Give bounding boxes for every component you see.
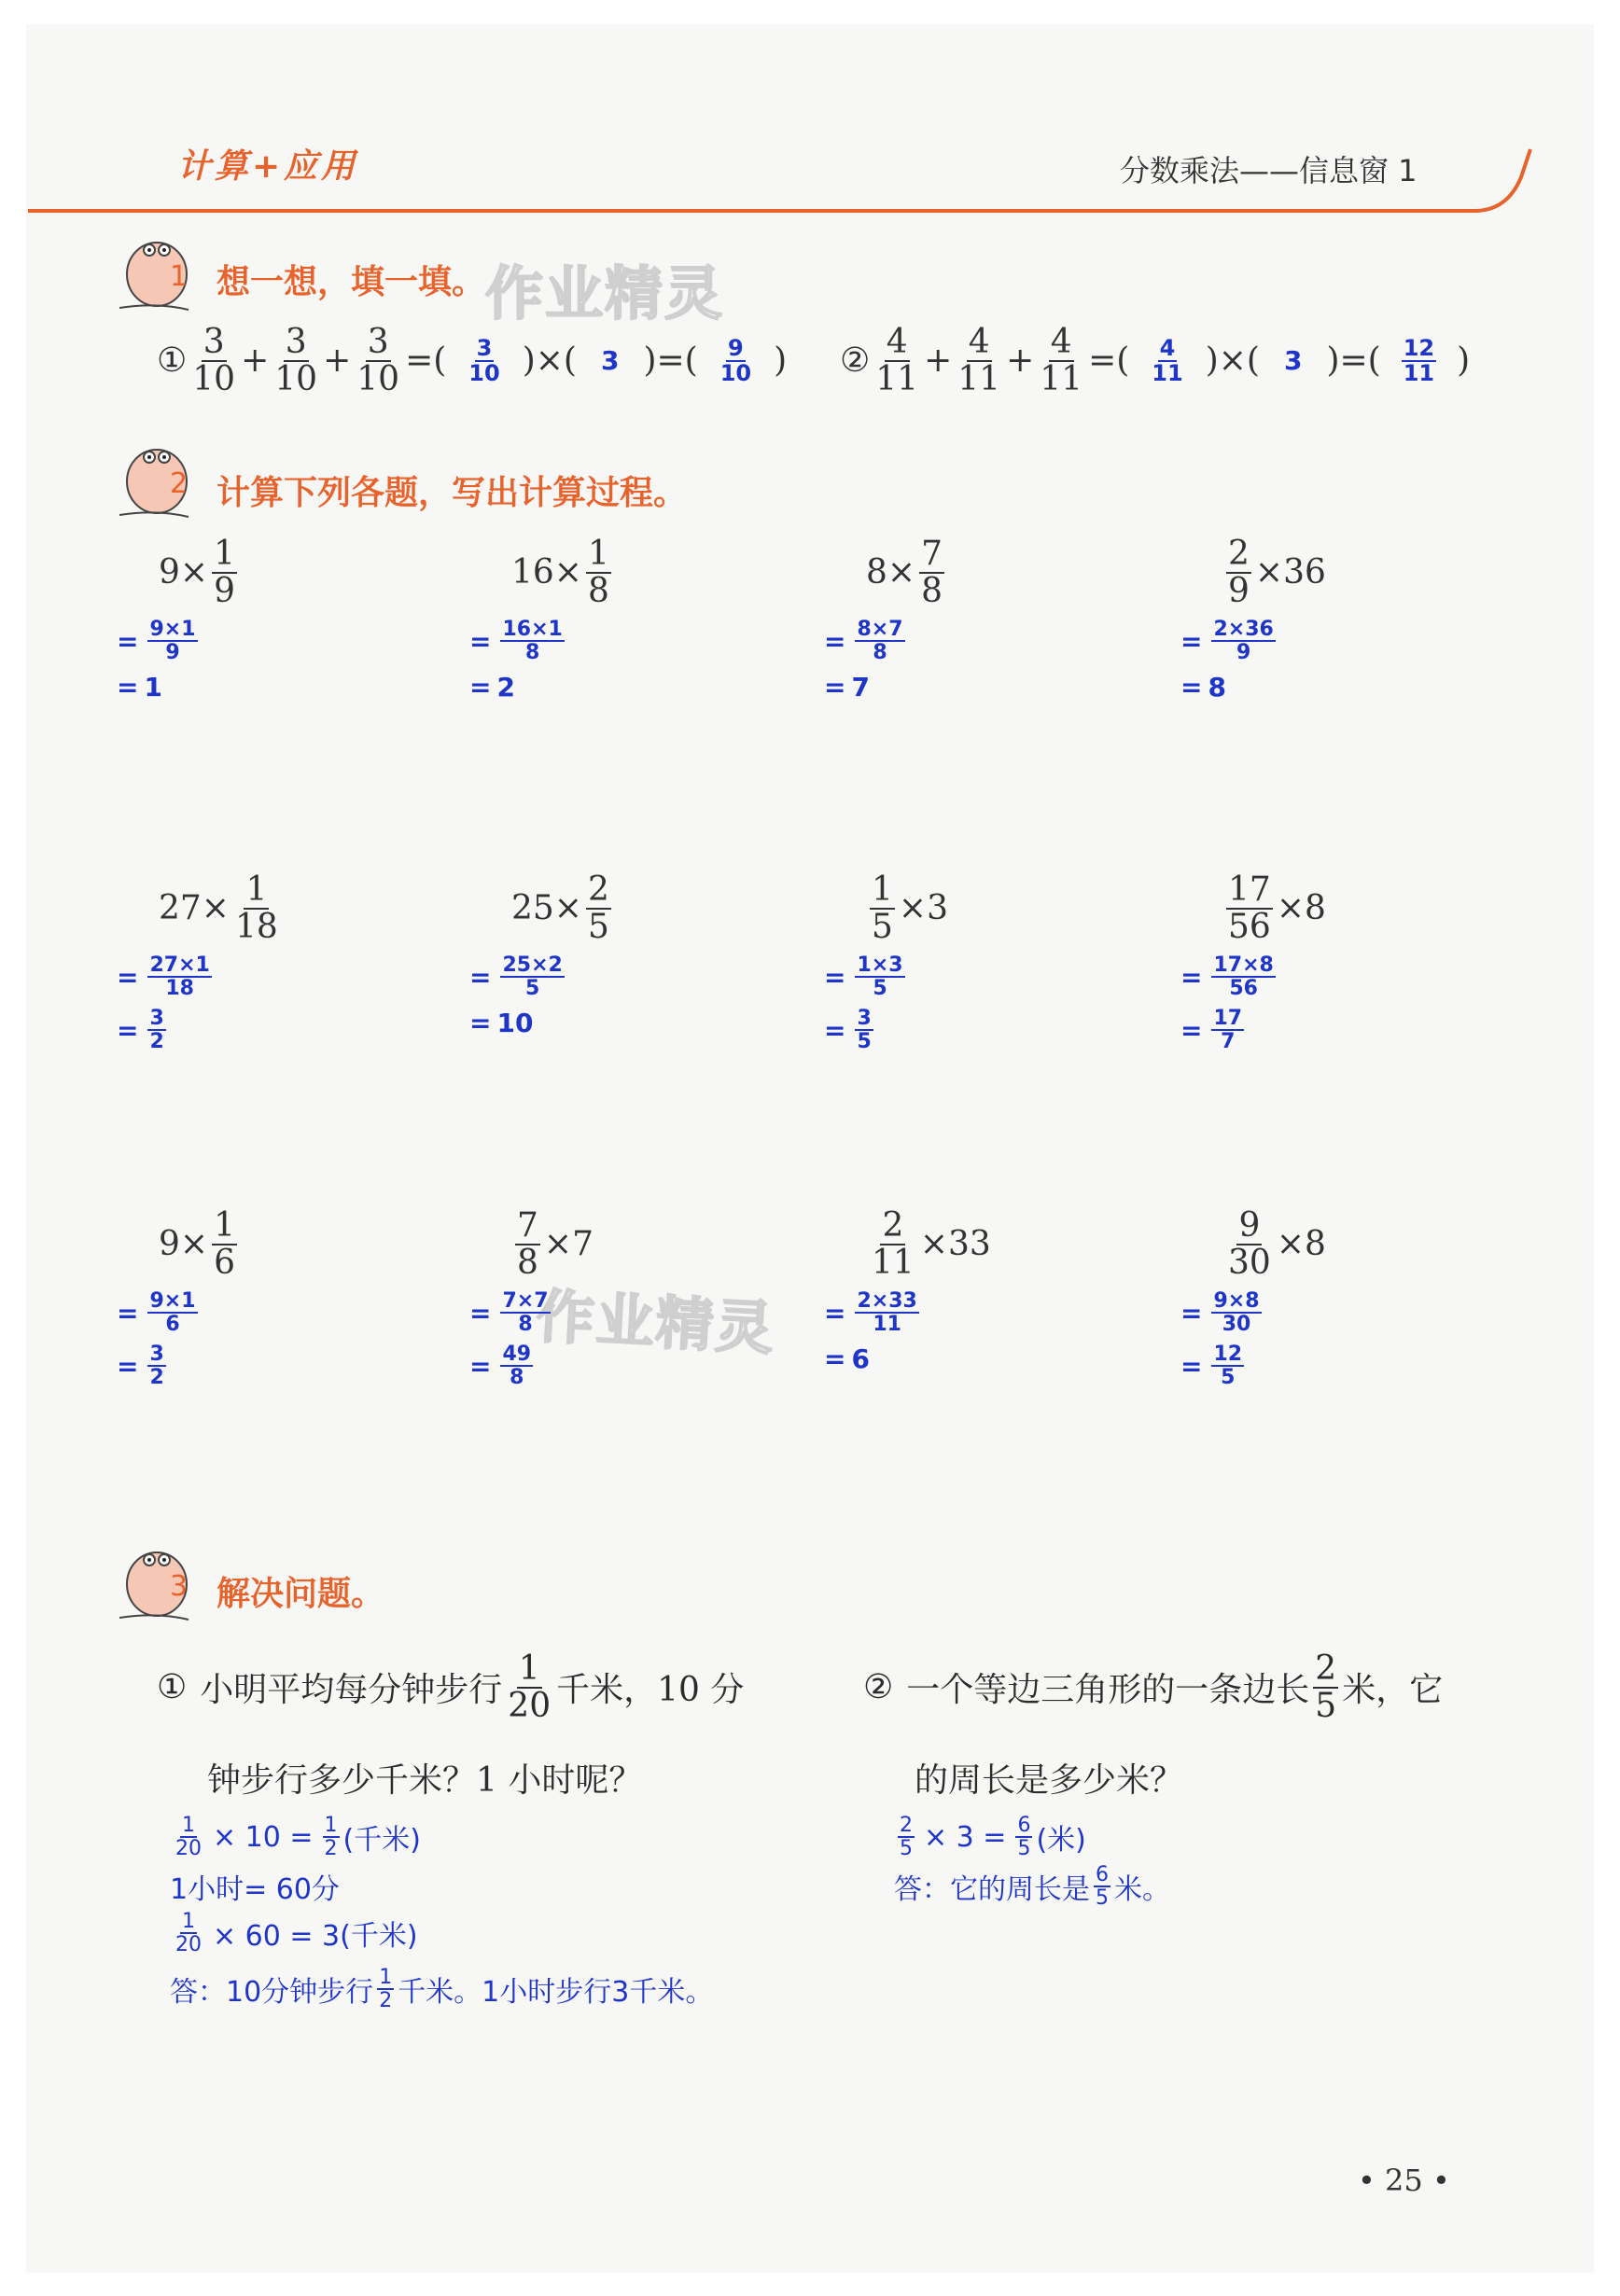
work-step: = $\frac{17\times 8}{56}$ xyxy=(1180,953,1274,1001)
section-number: 3 xyxy=(170,1570,189,1603)
problem-expression: 9× $\frac{1}{9}$ xyxy=(159,535,235,610)
answer: 3 xyxy=(1283,345,1303,377)
problem-expression: $\frac{2}{11}$ ×33 xyxy=(872,1206,991,1282)
bird-icon xyxy=(112,1539,196,1633)
work-step: = $\frac{9\times 1}{9}$ xyxy=(117,618,196,665)
problem-expression: 25× $\frac{2}{5}$ xyxy=(511,870,609,946)
work-result: = 6 xyxy=(824,1343,870,1374)
fill-question-1: ① $\frac{3}{10}$ + $\frac{3}{10}$ + $\frac{3}{10}$ = ( $\frac{3}{10}$ ) × ( 3 ) = ( $\frac{9}{10}$ ) xyxy=(157,323,788,398)
work-step: = $\frac{2\times 33}{11}$ xyxy=(824,1289,917,1337)
work-step: = $\frac{2\times 36}{9}$ xyxy=(1180,618,1274,665)
answer-sentence: 答：10分钟步行 $\frac{1}{2}$ 千米。1小时步行3千米。 xyxy=(170,1966,714,2013)
work-step: = $\frac{8\times 7}{8}$ xyxy=(824,618,903,665)
work-step: = $\frac{7\times 7}{8}$ xyxy=(469,1289,549,1337)
problem-expression: $\frac{7}{8}$ ×7 xyxy=(517,1206,594,1282)
header-topic: 分数乘法——信息窗 1 xyxy=(1120,153,1418,188)
answer-sentence: 答：它的周长是 $\frac{6}{5}$ 米。 xyxy=(894,1863,1170,1911)
fill-question-2: ② $\frac{4}{11}$ + $\frac{4}{11}$ + $\frac{4}{11}$ = ( $\frac{4}{11}$ ) × ( 3 ) = ( $\frac{12}{11}$ ) xyxy=(840,323,1471,398)
work-step: = $\frac{9\times 8}{30}$ xyxy=(1180,1289,1260,1337)
section-number: 2 xyxy=(170,467,189,500)
work-step: = $\frac{1\times 3}{5}$ xyxy=(824,953,903,1001)
work-step: = $\frac{9\times 1}{6}$ xyxy=(117,1289,196,1337)
work-result: = 8 xyxy=(1180,672,1226,703)
problem-expression: $\frac{17}{56}$ ×8 xyxy=(1228,870,1326,946)
problem-expression: $\frac{1}{5}$ ×3 xyxy=(872,870,948,946)
problem-expression: 16× $\frac{1}{8}$ xyxy=(511,535,609,610)
answer: $\frac{3}{10}$ xyxy=(468,334,500,386)
problem-expression: 9× $\frac{1}{6}$ xyxy=(159,1206,235,1282)
section-title: 计算下列各题，写出计算过程。 xyxy=(216,474,688,512)
work-result: = 10 xyxy=(469,1008,534,1038)
work-result: = $\frac{49}{8}$ xyxy=(469,1343,532,1390)
word-problem-2: ② 一个等边三角形的一条边长 $\frac{2}{5}$ 米，它 xyxy=(863,1649,1444,1725)
work-result: = $\frac{3}{5}$ xyxy=(824,1007,872,1054)
word-problem-1: ① 小明平均每分钟步行 $\frac{1}{20}$ 千米，10 分 xyxy=(157,1649,745,1725)
work-result: = 7 xyxy=(824,672,870,703)
work-step: = $\frac{25\times 2}{5}$ xyxy=(469,953,563,1001)
answer: 3 xyxy=(600,345,620,377)
page-number: • 25 • xyxy=(1358,2163,1450,2198)
work-result: = $\frac{17}{7}$ xyxy=(1180,1007,1243,1054)
watermark: 作业精灵 xyxy=(535,1282,777,1363)
header-category: 计算+应用 xyxy=(177,147,359,186)
answer: $\frac{4}{11}$ xyxy=(1152,334,1183,386)
answer: $\frac{9}{10}$ xyxy=(719,334,752,386)
header-rule xyxy=(0,0,1620,243)
work-step: = $\frac{16\times 1}{8}$ xyxy=(469,618,563,665)
word-problem-1-line2: 钟步行多少千米？1 小时呢？ xyxy=(207,1761,643,1800)
work-result: = $\frac{3}{2}$ xyxy=(117,1343,164,1390)
problem-expression: $\frac{9}{30}$ ×8 xyxy=(1228,1206,1326,1282)
problem-expression: 27× $\frac{1}{18}$ xyxy=(159,870,278,946)
section-title: 想一想，填一填。 xyxy=(216,263,486,301)
work-result: = 1 xyxy=(117,672,162,703)
work-result: = $\frac{3}{2}$ xyxy=(117,1007,164,1054)
work-result: = 2 xyxy=(469,672,515,703)
section-number: 1 xyxy=(170,260,189,293)
solution-step: 1小时= 60分 xyxy=(170,1873,340,1906)
section-title: 解决问题。 xyxy=(216,1575,385,1613)
problem-expression: $\frac{2}{9}$ ×36 xyxy=(1228,535,1326,610)
solution-step: $\frac{2}{5}$ × 3 = $\frac{6}{5}$ (米) xyxy=(900,1814,1086,1861)
work-step: = $\frac{27\times 1}{18}$ xyxy=(117,953,210,1001)
bird-icon xyxy=(112,230,196,323)
watermark: 作业精灵 xyxy=(485,259,725,327)
problem-expression: 8× $\frac{7}{8}$ xyxy=(866,535,943,610)
work-result: = $\frac{12}{5}$ xyxy=(1180,1343,1243,1390)
solution-step: $\frac{1}{20}$ × 10 = $\frac{1}{2}$ (千米) xyxy=(175,1814,421,1861)
word-problem-2-line2: 的周长是多少米？ xyxy=(915,1761,1184,1800)
solution-step: $\frac{1}{20}$ × 60 = 3(千米) xyxy=(175,1910,418,1957)
bird-icon xyxy=(112,437,196,530)
answer: $\frac{12}{11}$ xyxy=(1403,334,1435,386)
